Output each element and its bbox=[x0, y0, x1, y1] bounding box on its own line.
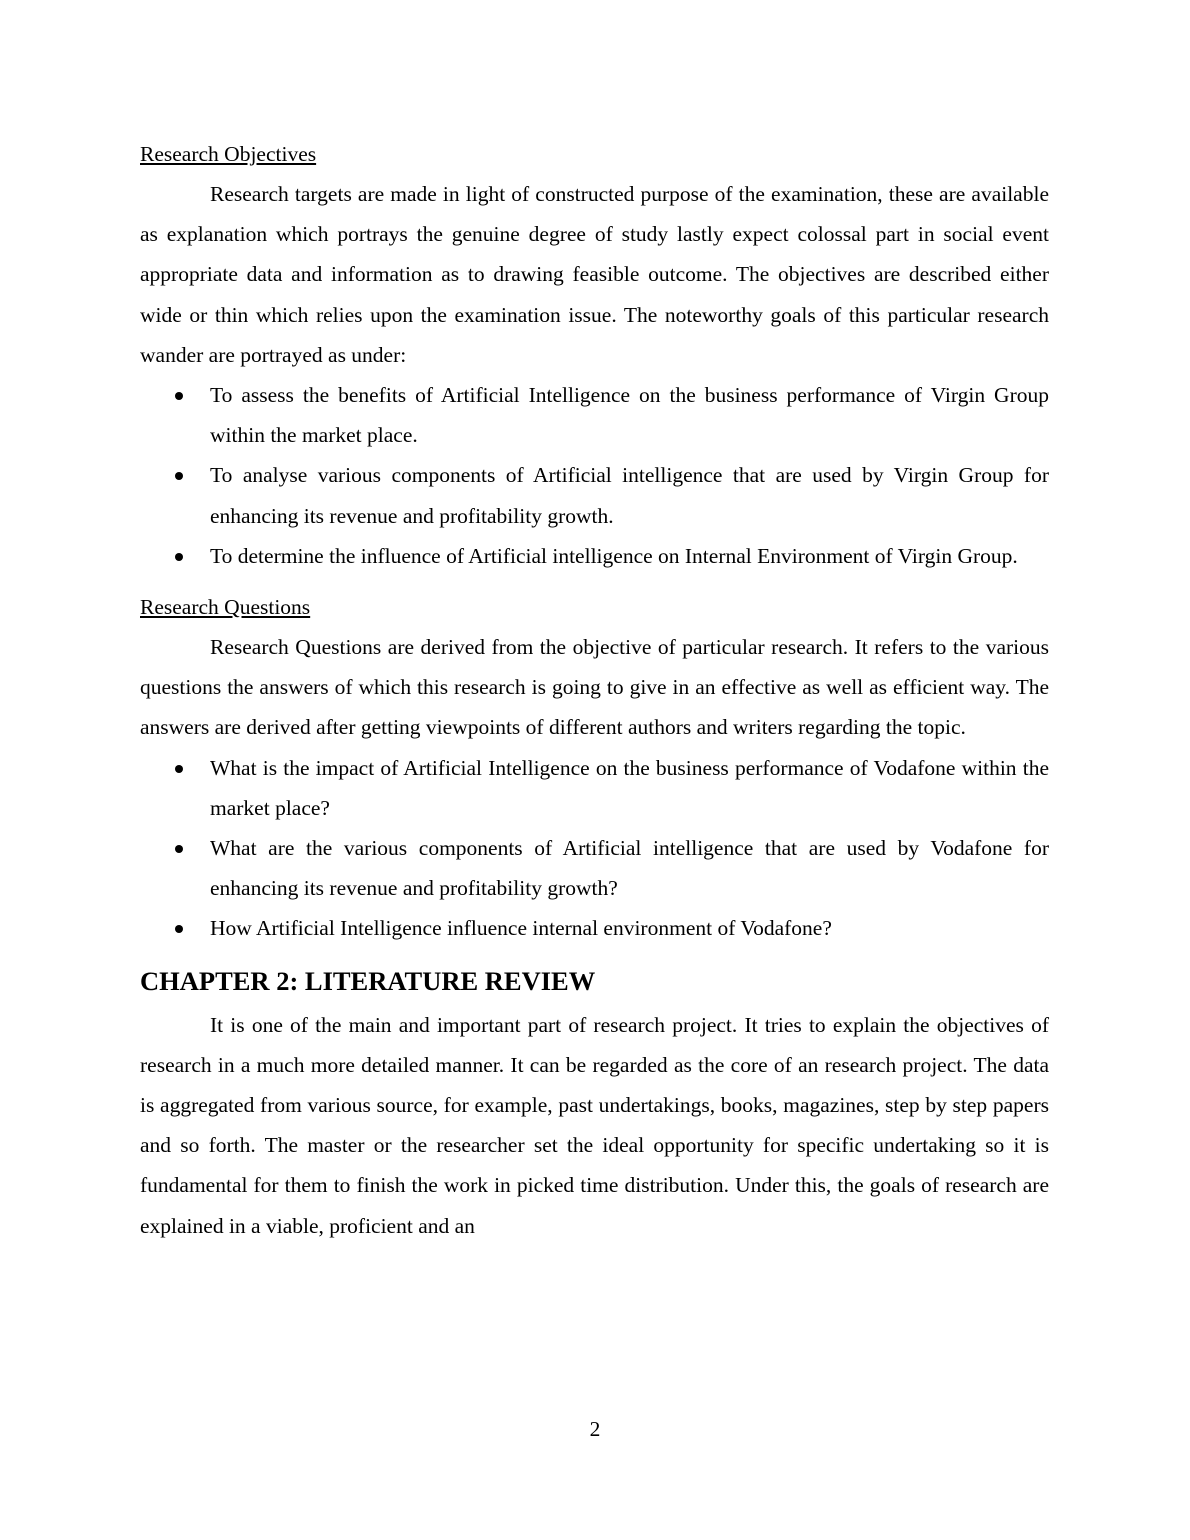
list-item-text: How Artificial Intelligence influence internal environment of Vodafone? bbox=[210, 916, 832, 941]
research-objectives-paragraph: Research targets are made in light of constructed purpose of the examination, these are available as explanation which portrays the genuine degree of study lastly expect colossal part in social event appropriate data and information as to drawing feasible outcome. The objectives are described either wide or thin which relies upon the examination issue. The noteworthy goals of this particular research wander are portrayed as under: bbox=[140, 182, 1049, 367]
list-item-text: To assess the benefits of Artificial Intelligence on the business performance of Virgin Group within the market place. bbox=[210, 383, 1049, 448]
bullet-icon bbox=[175, 845, 183, 853]
research-questions-list bbox=[140, 748, 1049, 949]
bullet-icon bbox=[175, 553, 183, 561]
research-objectives-list bbox=[140, 375, 1049, 576]
bullet-icon bbox=[175, 765, 183, 773]
chapter-title: CHAPTER 2: LITERATURE REVIEW bbox=[140, 965, 596, 996]
page-number: 2 bbox=[589, 1417, 601, 1441]
list-item-text: To determine the influence of Artificial intelligence on Internal Environment of Virgin Group. bbox=[210, 543, 1018, 568]
bullet-icon bbox=[175, 472, 183, 480]
research-questions-paragraph: Research Questions are derived from the objective of particular research. It refers to the various questions the answers of which this research is going to give in an effective as well as efficient way. The answers are derived after getting viewpoints of different authors and writers regarding the topic. bbox=[140, 635, 1049, 740]
literature-review-paragraph: It is one of the main and important part of research project. It tries to explain the objectives of research in a much more detailed manner. It can be regarded as the core of an research project. The data is aggregated from various source, for example, past undertakings, books, magazines, step by step papers and so forth. The master or the researcher set the ideal opportunity for specific undertaking so it is fundamental for them to finish the work in picked time distribution. Under this, the goals of research are explained in a viable, proficient and an bbox=[140, 1012, 1049, 1238]
list-item-text: To analyse various components of Artificial intelligence that are used by Virgin Group for enhancing its revenue and profitability growth. bbox=[210, 463, 1049, 528]
research-objectives-heading: Research Objectives bbox=[140, 142, 317, 166]
list-item bbox=[140, 375, 1049, 455]
spacer bbox=[140, 949, 1049, 961]
bullet-icon bbox=[175, 925, 183, 933]
bullet-icon bbox=[175, 392, 183, 400]
list-item bbox=[140, 748, 1049, 828]
list-item bbox=[140, 536, 1049, 576]
research-questions-heading: Research Questions bbox=[140, 595, 311, 620]
spacer bbox=[140, 576, 1049, 587]
list-item bbox=[140, 908, 1049, 948]
list-item-text: What are the various components of Artificial intelligence that are used by Vodafone for enhancing its revenue and profitability growth? bbox=[210, 836, 1049, 901]
page-content bbox=[140, 134, 1049, 1246]
list-item bbox=[140, 455, 1049, 535]
list-item bbox=[140, 828, 1049, 908]
list-item-text: What is the impact of Artificial Intelligence on the business performance of Vodafone within the market place? bbox=[210, 755, 1049, 820]
